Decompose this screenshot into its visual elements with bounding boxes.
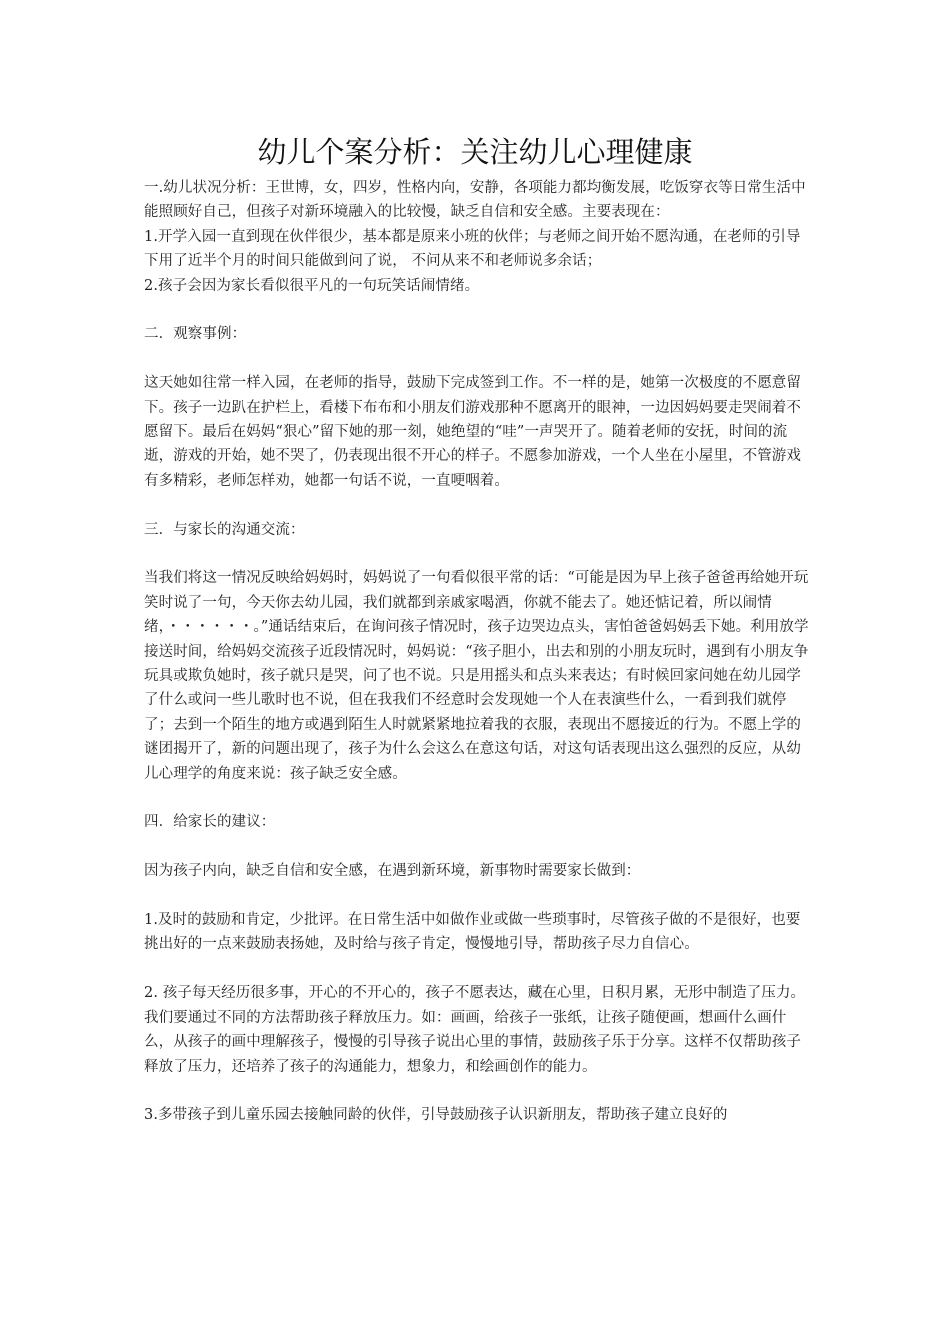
paragraph-suggestion-2: 2. 孩子每天经历很多事，开心的不开心的，孩子不愿表达，藏在心里，日积月累，无形中制造了压力。我们要通过不同的方法帮助孩子释放压力。如：画画，给孩子一张纸，让孩子随便画，想画什么画什么，从孩子的画中理解孩子，慢慢的引导孩子说出心里的事情，鼓励孩子乐于分享。这样不仅帮助孩子释放了压力，还培养了孩子的沟通能力，想象力，和绘画创作的能力。 (144, 985, 806, 1075)
paragraph-point-2: 2.孩子会因为家长看似很平凡的一句玩笑话闹情绪。 (144, 277, 480, 294)
paragraph-suggestion-1: 1.及时的鼓励和肯定，少批评。在日常生活中如做作业或做一些琐事时，尽管孩子做的不是很好，也要挑出好的一点来鼓励表扬她，及时给与孩子肯定，慢慢地引导，帮助孩子尽力自信心。 (144, 912, 801, 953)
paragraph-point-1: 1.开学入园一直到现在伙伴很少，基本都是原来小班的伙伴；与老师之间开始不愿沟通，在老师的引导下用了近半个月的时间只能做到问了说， 不问从来不和老师说多余话； (144, 228, 801, 270)
section-heading-observation: 二．观察事例： (144, 326, 247, 343)
paragraph-suggestions-intro: 因为孩子内向，缺乏自信和安全感，在遇到新环境，新事物时需要家长做到： (144, 863, 641, 880)
paragraph-observation: 这天她如往常一样入园，在老师的指导，鼓励下完成签到工作。不一样的是，她第一次极度的不愿意留下。孩子一边趴在护栏上，看楼下布布和小朋友们游戏那种不愿离开的眼神，一边因妈妈要走哭闹着不愿留下。最后在妈妈“狠心”留下她的那一刻，她绝望的“哇”一声哭开了。随着老师的安抚，时间的流逝，游戏的开始，她不哭了，仍表现出很不开心的样子。不愿参加游戏，一个人坐在小屋里，不管游戏有多精彩，老师怎样劝，她都一句话不说，一直哽咽着。 (144, 375, 801, 489)
section-heading-parent-communication: 三．与家长的沟通交流： (144, 521, 305, 538)
paragraph-child-status: 一.幼儿状况分析：王世博，女，四岁，性格内向，安静，各项能力都均衡发展，吃饭穿衣等日常生活中能照顾好自己，但孩子对新环境融入的比较慢，缺乏自信和安全感。主要表现在： (144, 180, 806, 221)
paragraph-gap (144, 1079, 814, 1103)
paragraph-suggestion-3: 3.多带孩子到儿童乐园去接触同龄的伙伴，引导鼓励孩子认识新朋友，帮助孩子建立良好的 (144, 1107, 728, 1124)
paragraph-gap (144, 493, 814, 517)
document-title: 幼儿个案分析：关注幼儿心理健康 (257, 135, 693, 169)
paragraph-gap (144, 884, 814, 908)
section-heading-suggestions: 四．给家长的建议： (144, 814, 276, 831)
paragraph-gap (144, 542, 814, 566)
paragraph-gap (144, 957, 814, 981)
paragraph-gap (144, 786, 814, 810)
document-body (144, 176, 814, 1128)
paragraph-gap (144, 347, 814, 371)
paragraph-gap (144, 835, 814, 859)
paragraph-gap (144, 298, 814, 322)
paragraph-parent-communication: 当我们将这一情况反映给妈妈时，妈妈说了一句看似很平常的话：“可能是因为早上孩子爸爸再给她开玩笑时说了一句，今天你去幼儿园，我们就都到亲戚家喝酒，你就不能去了。她还惦记着，所以闹情绪，・・・・・・。”通话结束后，在询问孩子情况时，孩子边哭边点头，害怕爸爸妈妈丢下她。利用放学接送时间，给妈妈交流孩子近段情况时，妈妈说：“孩子胆小，出去和别的小朋友玩时，遇到有小朋友争玩具或欺负她时，孩子就只是哭，问了也不说。只是用摇头和点头来表达；有时候回家问她在幼儿园学了什么或问一些儿歌时也不说，但在我我们不经意时会发现她一个人在表演些什么，一看到我们就停了；去到一个陌生的地方或遇到陌生人时就紧紧地拉着我的衣服，表现出不愿接近的行为。不愿上学的谜团揭开了，新的问题出现了，孩子为什么会这么在意这句话，对这句话表现出这么强烈的反应，从幼儿心理学的角度来说：孩子缺乏安全感。 (144, 570, 809, 782)
